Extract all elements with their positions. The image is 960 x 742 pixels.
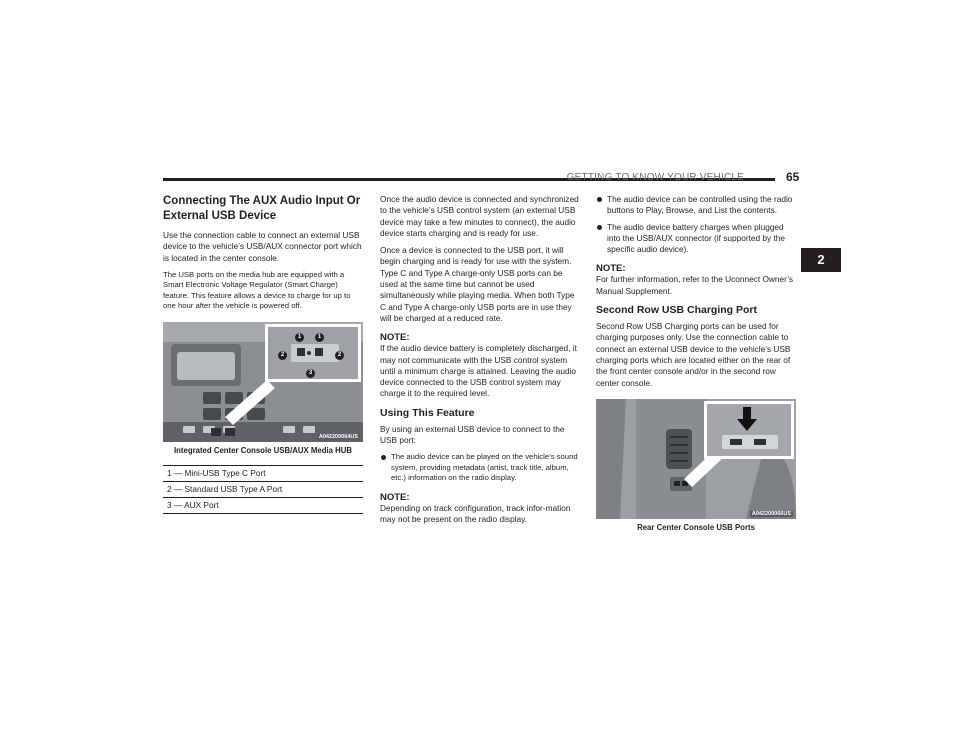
legend-row: 2 — Standard USB Type A Port [163, 482, 363, 498]
legend-row: 1 — Mini-USB Type C Port [163, 466, 363, 482]
figure-caption: Rear Center Console USB Ports [637, 522, 755, 532]
legend-row: 3 — AUX Port [163, 498, 363, 514]
bullet-icon [381, 455, 386, 460]
list-item-text: The audio device can be controlled using the radio buttons to Play, Browse, and List the contents. [607, 194, 793, 216]
paragraph: By using an external USB device to connect to the USB port: [380, 423, 565, 446]
heading-using-feature: Using This Feature [380, 406, 475, 419]
heading-second-row-usb: Second Row USB Charging Port [596, 304, 758, 317]
column-3 [596, 194, 796, 542]
page-number: 65 [786, 170, 800, 184]
note-text: If the audio device battery is completely discharged, it may not communicate with the USB control system until a minimum charge is attained. Leaving the audio device connected to the USB control system may charge it to the required level. [380, 343, 577, 399]
note-label: NOTE: [380, 332, 410, 344]
bullet-list [380, 452, 580, 484]
list-item [380, 452, 580, 484]
media-hub-illustration [163, 322, 363, 442]
heading-connecting-aux: Connecting The AUX Audio Input Or External USB Device [163, 195, 361, 222]
bullet-list [596, 194, 796, 255]
column-2 [380, 194, 580, 531]
note-label: NOTE: [380, 491, 410, 503]
paragraph: Use the connection cable to connect an external USB device to the vehicle’s USB/AUX connector port which is located in the center console. [163, 230, 362, 263]
chapter-tab: 2 [801, 248, 841, 272]
figure-media-hub [163, 322, 363, 442]
figure-rear-usb [596, 399, 796, 519]
bullet-icon [597, 197, 602, 202]
rear-usb-illustration [596, 399, 796, 519]
note-text: Depending on track configuration, track infor-mation may not be present on the radio display. [380, 502, 571, 525]
figure-code: A042200066US [751, 510, 791, 517]
list-item-text: The audio device battery charges when plugged into the USB/AUX connector (if supported by the specific audio device). [607, 221, 786, 255]
list-item [596, 222, 796, 256]
callout-3: 3 [306, 369, 315, 378]
column-1 [163, 194, 363, 514]
paragraph: Second Row USB Charging ports can be used for charging purposes only. Use the connection cable to connect an external USB device to the vehicle’s USB charging ports which are located either on the rear of the front center console and/or in the second row center console. [596, 321, 791, 388]
paragraph: Once a device is connected to the USB port, it will begin charging and is ready for use with the system. Type C and Type A charge-only USB ports can be used at the same time but cannot be used simultaneously while playing media. When both Type C and Type A charge-only USB ports are in use they will be charged at a reduced rate. [380, 245, 575, 323]
list-item-text: The audio device can be played on the vehicle’s sound system, providing metadata (artist, track title, album, etc.) information on the radio display. [391, 452, 578, 483]
figure-legend [163, 465, 363, 514]
paragraph-smart-charge: The USB ports on the media hub are equipped with a Smart Electronic Voltage Regulator (Smart Charge) feature. This feature allows a device to charge for up to one hour after the vehicle is powered off. [163, 269, 351, 311]
figure-caption: Integrated Center Console USB/AUX Media HUB [173, 445, 353, 455]
callout-1-right: 1 [315, 333, 324, 342]
callout-2-left: 2 [278, 351, 287, 360]
section-title: GETTING TO KNOW YOUR VEHICLE [566, 172, 744, 183]
figure-code: A042200064US [318, 433, 358, 440]
note-label: NOTE: [596, 263, 626, 275]
paragraph: Once the audio device is connected and synchronized to the vehicle’s USB control system (an external USB device may take a few minutes to connect), the audio device starts charging and is ready for use. [380, 194, 579, 238]
list-item [596, 194, 796, 217]
note-text: For further information, refer to the Uconnect Owner’s Manual Supplement. [596, 274, 794, 296]
bullet-icon [597, 225, 602, 230]
callout-2-right: 2 [335, 351, 344, 360]
callout-1-left: 1 [295, 333, 304, 342]
